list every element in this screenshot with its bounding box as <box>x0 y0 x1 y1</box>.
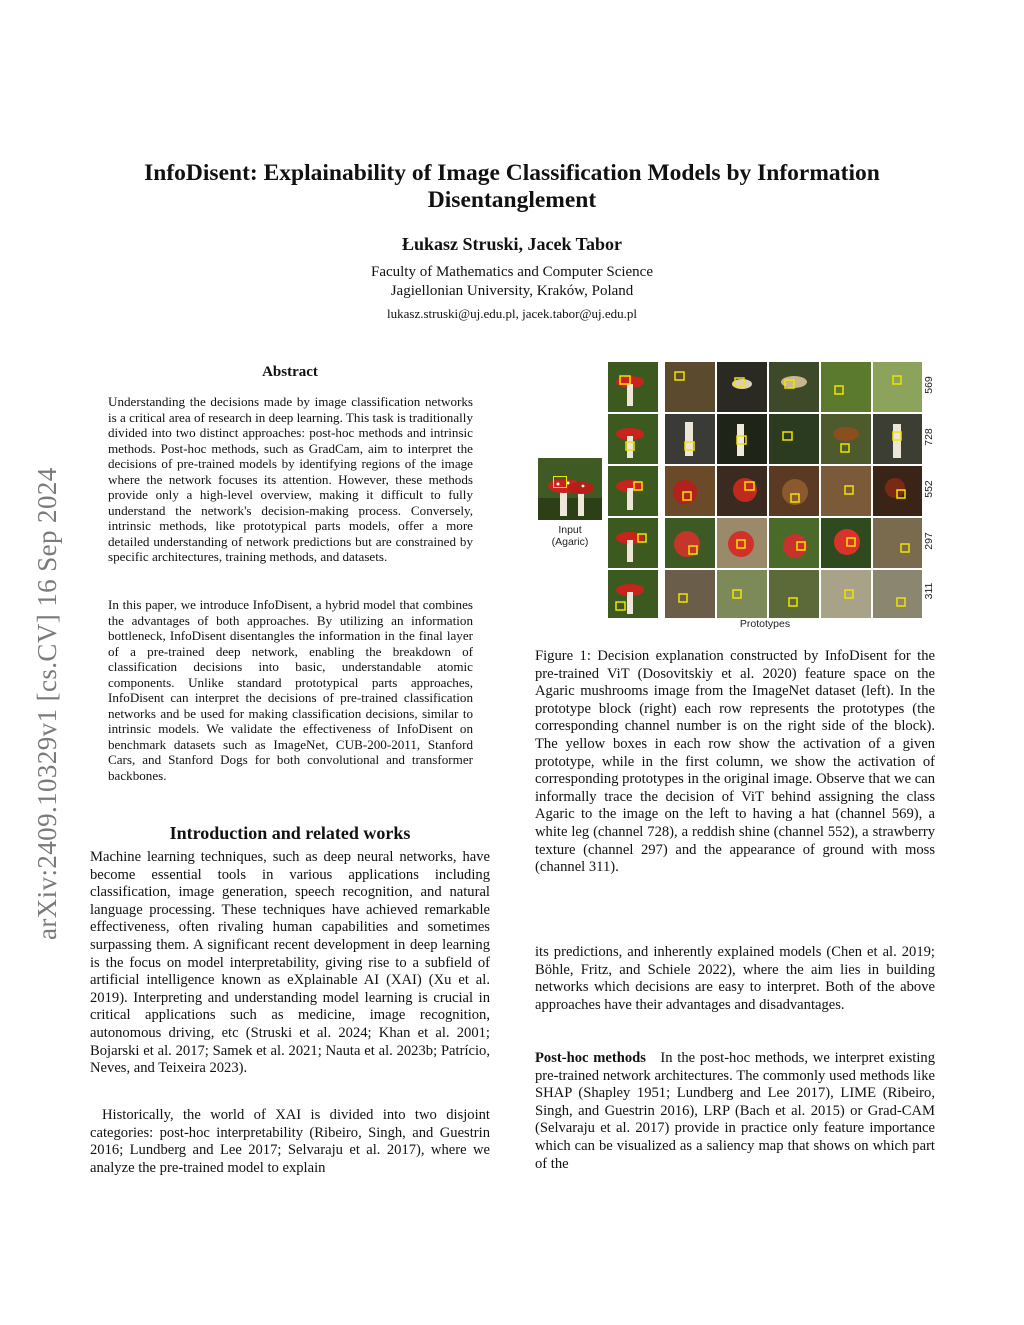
abstract-paragraph-1: Understanding the decisions made by image classification networks is a critical area of research in deep learning. This task is traditionally divided into two distinct approaches: post-hoc methods and intrinsic methods. Post-hoc methods, such as GradCam, aim to interpret the decisions of pre-trained models by identifying regions of the image where the network focuses its attention. However, these methods provide only a high-level overview, making it difficult to fully understand the network's decision-making process. Conversely, intrinsic methods, like prototypical parts models, offer a more detailed understanding of network predictions but are constrained by specific architectures, training methods, and datasets. <box>108 394 473 564</box>
channel-label: 569 <box>923 376 935 394</box>
prototypes-label: Prototypes <box>739 618 791 630</box>
affiliation-line-1: Faculty of Mathematics and Computer Science <box>370 264 653 280</box>
introduction-paragraph-2: Historically, the world of XAI is divided into two disjoint categories: post-hoc interpretability (Ribeiro, Singh, and Guestrin 2016; Lundberg and Lee 2017; Selvaraju et al. 2017), where we analyze the pre-trained model to explain <box>90 1107 490 1176</box>
paper-title: InfoDisent: Explainability of Image Classification Models by Information Disentanglement <box>144 160 880 213</box>
post-hoc-methods-heading: Post-hoc methods <box>535 1050 646 1066</box>
prototype-grid <box>665 362 922 618</box>
author-emails: lukasz.struski@uj.edu.pl, jacek.tabor@uj.edu.pl <box>387 306 637 321</box>
input-activation-column <box>608 362 658 618</box>
abstract-paragraph-2: In this paper, we introduce InfoDisent, a hybrid model that combines the advantages of both approaches. By utilizing an information bottleneck, InfoDisent disentangles the information in the final layer of a pre-trained deep network, enabling the breakdown of classification decisions into basic, understandable atomic components. Unlike standard prototypical parts approaches, InfoDisent can interpret the decisions of pre-trained classification networks and be used for making classification decisions, similar to intrinsic models. We validate the effectiveness of InfoDisent on benchmark datasets such as ImageNet, CUB-200-2011, Stanford Cars, and Stanford Dogs for both convolutional and transformer backbones. <box>108 597 473 783</box>
activation-box <box>553 476 567 488</box>
input-agaric-image <box>538 458 602 520</box>
input-label-line-1: Input <box>558 524 582 536</box>
channel-label: 552 <box>923 480 935 498</box>
input-label-line-2: (Agaric) <box>551 536 589 548</box>
abstract-heading: Abstract <box>262 364 318 380</box>
arxiv-side-stamp: arXiv:2409.10329v1 [cs.CV] 16 Sep 2024 <box>32 467 62 940</box>
input-label <box>535 524 605 548</box>
channel-label: 311 <box>923 582 935 600</box>
affiliation-line-2: Jagiellonian University, Kraków, Poland <box>390 283 634 299</box>
channel-label: 297 <box>923 532 935 550</box>
introduction-heading: Introduction and related works <box>169 823 411 843</box>
post-hoc-methods-text: In the post-hoc methods, we interpret existing pre-trained network architectures. The commonly used methods like SHAP (Shapley 1951; Lundberg and Lee 2017), LIME (Ribeiro, Singh, and Guestrin 2016), LRP (Bach et al. 2015) or Grad-CAM (Selvaraju et al. 2017) provide in practice only feature importance which can be visualized as a saliency map that shows on which part of the <box>535 1050 935 1172</box>
channel-label: 728 <box>923 428 935 446</box>
right-column-paragraph-1: its predictions, and inherently explained models (Chen et al. 2019; Böhle, Fritz, and Schiele 2022), where the aim lies in building networks which decisions are easy to interpret. Both of the above approaches have their advantages and disadvantages. <box>535 944 935 1013</box>
figure-1-caption: Figure 1: Decision explanation constructed by InfoDisent for the pre-trained ViT (Dosovitskiy et al. 2020) feature space on the Agaric mushrooms image from the ImageNet dataset (left). In the prototype block (right) each row represents the prototypes (the corresponding channel number is on the right side of the block). The yellow boxes in each row show the activation of a given prototype, while in the first column, we show the activation of corresponding prototypes in the original image. Observe that we can informally trace the decision of ViT behind assigning the class Agaric to the image on the left to having a hat (channel 569), a white leg (channel 728), a reddish shine (channel 552), a strawberry texture (channel 297) and the appearance of ground with moss (channel 311). <box>535 648 935 876</box>
paper-authors: Łukasz Struski, Jacek Tabor <box>401 234 623 254</box>
right-column-paragraph-2 <box>535 1050 935 1173</box>
figure-1 <box>535 358 945 638</box>
introduction-paragraph-1: Machine learning techniques, such as deep neural networks, have become essential tools in various applications including classification, image generation, speech recognition, and natural language processing. These techniques have achieved remarkable effectiveness, often rivaling human capabilities and sometimes surpassing them. A significant recent development in deep learning is the focus on model interpretability, giving rise to a subfield of artificial intelligence known as eXplainable AI (XAI) (Xu et al. 2019). Interpreting and understanding model learning is crucial in critical applications such as medicine, image recognition, autonomous driving, etc (Struski et al. 2024; Khan et al. 2001; Bojarski et al. 2017; Samek et al. 2021; Nauta et al. 2023b; Patrício, Neves, and Teixeira 2023). <box>90 849 490 1077</box>
affiliation <box>110 263 914 301</box>
